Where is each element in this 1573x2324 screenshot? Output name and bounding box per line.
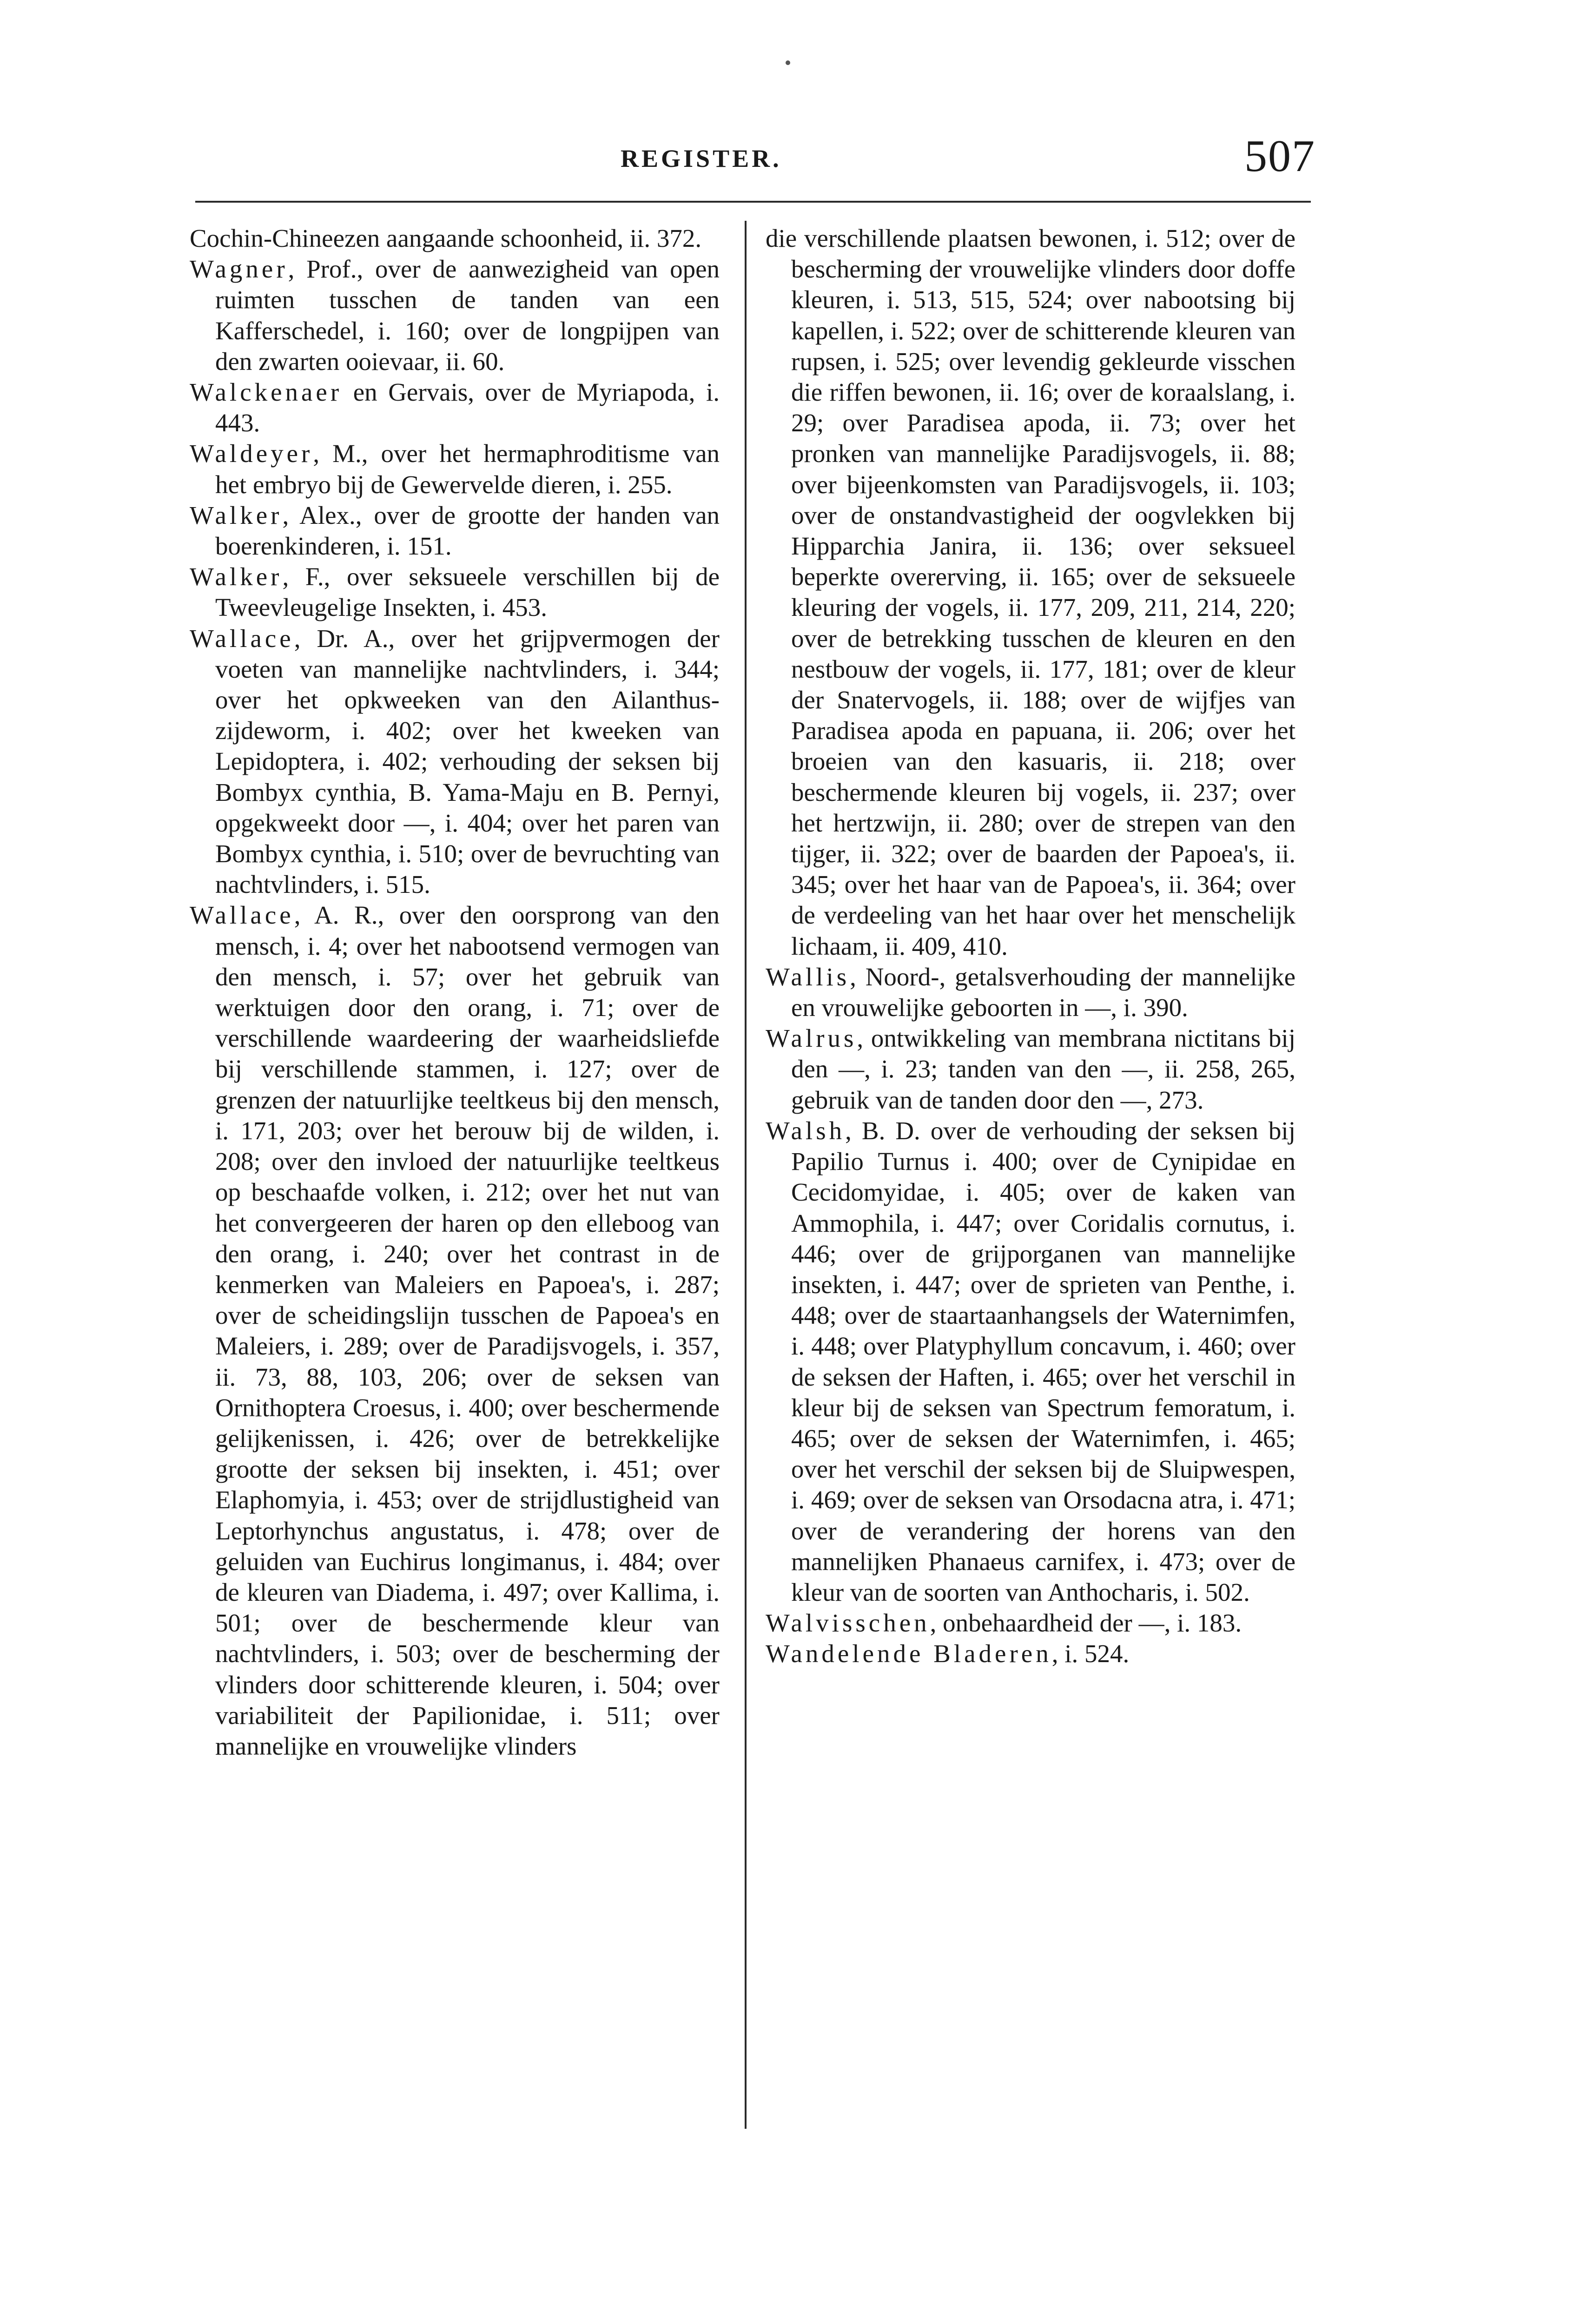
index-entry <box>766 1608 1295 1638</box>
print-speck <box>786 60 790 65</box>
index-entry <box>766 962 1295 1023</box>
entry-headword: Walker <box>190 501 283 529</box>
entry-text: , Alex., over de grootte der handen van boerenkinderen, i. 151. <box>215 501 720 561</box>
entry-headword: Walvisschen <box>766 1609 930 1637</box>
index-entry <box>190 900 720 1762</box>
entry-text: , Prof., over de aanwezigheid van open ruimten tusschen de tanden van een Kafferschedel, i. 160; over de longpijpen van den zwarten ooievaar, ii. 60. <box>215 255 720 376</box>
entry-text: die verschillende plaatsen bewonen, i. 512; over de bescherming der vrouwelijke vlinders door doffe kleuren, i. 513, 515, 524; over nabootsing bij kapellen, i. 522; over de schitterende kleuren van rupsen, i. 525; over levendig gekleurde visschen die riffen bewonen, ii. 16; over de koraalslang, i. 29; over Paradisea apoda, ii. 73; over het pronken van mannelijke Paradijsvogels, ii. 88; over bijeenkomsten van Paradijsvogels, ii. 103; over de onstandvastigheid der oogvlekken bij Hipparchia Janira, ii. 136; over seksueel beperkte overerving, ii. 165; over de seksueele kleuring der vogels, ii. 177, 209, 211, 214, 220; over de betrekking tusschen de kleuren en den nestbouw der vogels, ii. 177, 181; over de kleur der Snatervogels, ii. 188; over de wijfjes van Paradisea apoda en papuana, ii. 206; over het broeien van den kasuaris, ii. 218; over beschermende kleuren bij vogels, ii. 237; over het hertzwijn, ii. 280; over de strepen van den tijger, ii. 322; over de baarden der Papoea's, ii. 345; over het haar van de Papoea's, ii. 364; over de verdeeling van het haar over het menschelijk lichaam, ii. 409, 410. <box>766 224 1295 960</box>
entry-text: , B. D. over de verhouding der seksen bij Papilio Turnus i. 400; over de Cynipidae en Cecidomyidae, i. 405; over de kaken van Ammophila, i. 447; over Coridalis cornutus, i. 446; over de grijporganen van mannelijke insekten, i. 447; over de sprieten van Penthe, i. 448; over de staartaanhangsels der Waternimfen, i. 448; over Platyphyllum concavum, i. 460; over de seksen der Haften, i. 465; over het verschil in kleur bij de seksen van Spectrum femoratum, i. 465; over de seksen der Waternimfen, i. 465; over het verschil der seksen bij de Sluipwespen, i. 469; over de seksen van Orsodacna atra, i. 471; over de verandering der horens van den mannelijken Phanaeus carnifex, i. 473; over de kleur van de soorten van Anthocharis, i. 502. <box>791 1116 1295 1606</box>
index-entry <box>190 223 720 254</box>
entry-text: , M., over het hermaphroditisme van het embryo bij de Gewervelde dieren, i. 255. <box>215 439 720 499</box>
index-entry <box>766 1638 1295 1669</box>
index-entry <box>190 377 720 438</box>
entry-headword: Wallace <box>190 624 294 653</box>
entry-text: , Noord-, getalsverhouding der mannelijke en vrouwelijke geboorten in —, i. 390. <box>791 962 1295 1022</box>
index-entry <box>766 223 1295 962</box>
entry-headword: Walsh <box>766 1116 846 1145</box>
left-column <box>190 223 720 1762</box>
entry-headword: Walckenaer <box>190 378 343 407</box>
page-header <box>186 130 1315 200</box>
header-rule <box>195 201 1311 203</box>
index-entry <box>190 438 720 500</box>
entry-text: , onbehaardheid der —, i. 183. <box>930 1609 1242 1637</box>
entry-headword: Wagner <box>190 255 288 284</box>
entry-headword: Walrus <box>766 1024 857 1053</box>
entry-headword: Walker <box>190 562 283 591</box>
entry-headword: Wandelende Bladeren <box>766 1639 1052 1668</box>
page-number: 507 <box>1244 131 1315 181</box>
entry-text: , F., over seksueele verschillen bij de Tweevleugelige Insekten, i. 453. <box>215 562 720 622</box>
entry-text: , ontwikkeling van membrana nictitans bij den —, i. 23; tanden van den —, ii. 258, 265, gebruik van de tanden door den —, 273. <box>791 1024 1295 1114</box>
index-entry <box>190 254 720 377</box>
index-entry <box>190 500 720 561</box>
index-entry <box>190 561 720 623</box>
entry-headword: Waldeyer <box>190 439 313 468</box>
right-column <box>766 223 1295 1670</box>
entry-headword: Wallace <box>190 901 294 930</box>
entry-text: en Gervais, over de Myriapoda, i. 443. <box>215 378 720 437</box>
running-title: REGISTER. <box>621 145 782 172</box>
entry-headword: Wallis <box>766 962 850 991</box>
entry-text: , Dr. A., over het grijpvermogen der voeten van mannelijke nachtvlinders, i. 344; over het opkweeken van den Ailanthus-zijdeworm, i. 402; over het kweeken van Lepidoptera, i. 402; verhouding der seksen bij Bombyx cynthia, B. Yama-Maju en B. Pernyi, opgekweekt door —, i. 404; over het paren van Bombyx cynthia, i. 510; over de bevruchting van nachtvlinders, i. 515. <box>215 624 720 899</box>
index-entry <box>766 1116 1295 1608</box>
index-entry <box>190 623 720 900</box>
entry-text: , A. R., over den oorsprong van den mensch, i. 4; over het nabootsend vermogen van den mensch, i. 57; over het gebruik van werktuigen door den orang, i. 71; over de verschillende waardeering der waarheidsliefde bij verschillende stammen, i. 127; over de grenzen der natuurlijke teeltkeus bij den mensch, i. 171, 203; over het berouw bij de wilden, i. 208; over den invloed der natuurlijke teeltkeus op beschaafde volken, i. 212; over het nut van het convergeeren der haren op den elleboog van den orang, i. 240; over het contrast in de kenmerken van Maleiers en Papoea's, i. 287; over de scheidingslijn tusschen de Papoea's en Maleiers, i. 289; over de Paradijsvogels, i. 357, ii. 73, 88, 103, 206; over de seksen van Ornithoptera Croesus, i. 400; over beschermende gelijkenissen, i. 426; over de betrekkelijke grootte der seksen bij insekten, i. 451; over Elaphomyia, i. 453; over de strijdlustigheid van Leptorhynchus angustatus, i. 478; over de geluiden van Euchirus longimanus, i. 484; over de kleuren van Diadema, i. 497; over Kallima, i. 501; over de beschermende kleur van nachtvlinders, i. 503; over de bescherming der vlinders door schitterende kleuren, i. 504; over variabiliteit der Papilionidae, i. 511; over mannelijke en vrouwelijke vlinders <box>215 901 720 1760</box>
entry-text: Cochin-Chineezen aangaande schoonheid, ii. 372. <box>190 224 702 252</box>
index-entry <box>766 1023 1295 1116</box>
column-divider <box>745 221 747 2129</box>
entry-text: , i. 524. <box>1051 1639 1130 1668</box>
